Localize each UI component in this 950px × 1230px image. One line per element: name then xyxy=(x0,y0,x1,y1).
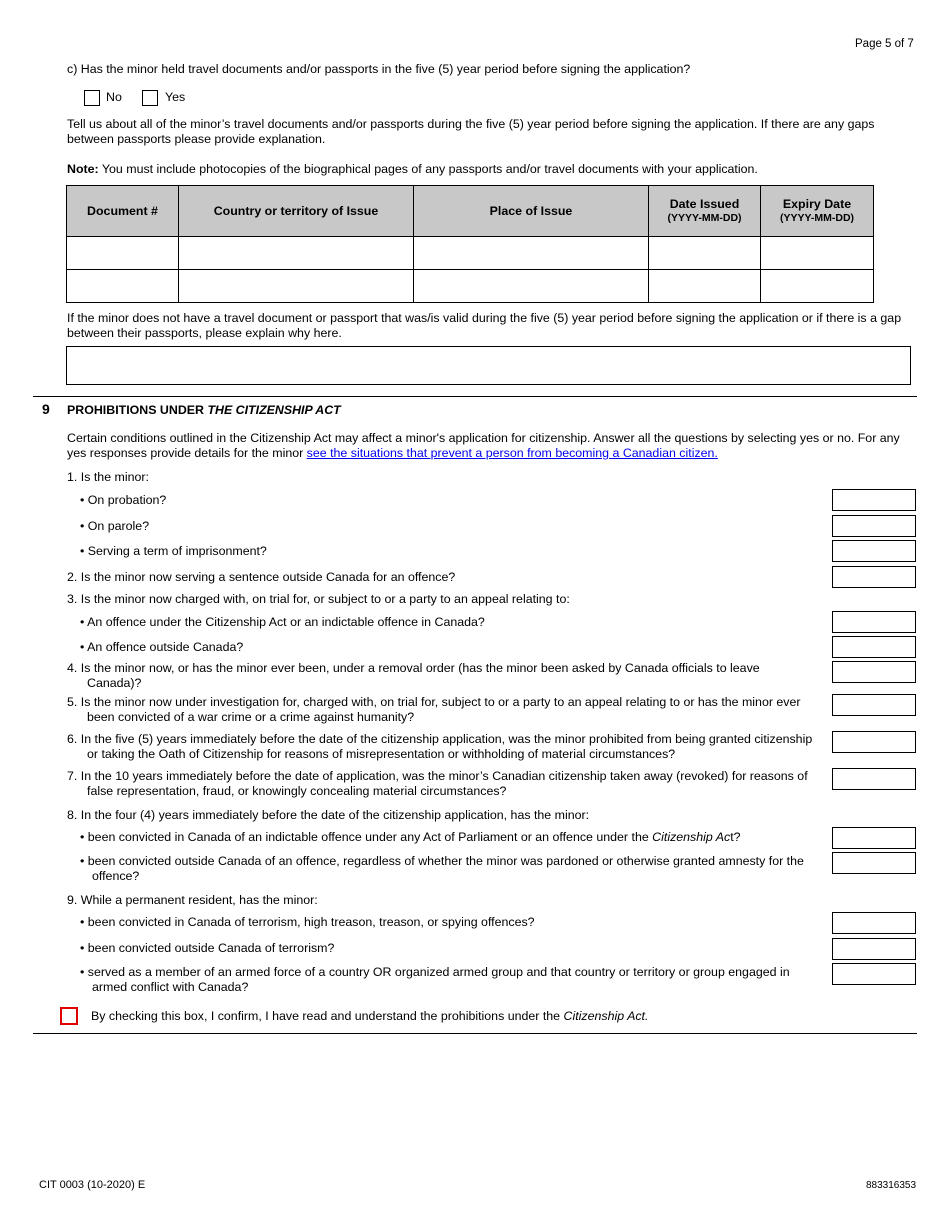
answer-1b-field[interactable] xyxy=(832,515,916,537)
prohibitions-link[interactable]: see the situations that prevent a person from becoming a Canadian citizen. xyxy=(306,446,718,460)
table-row xyxy=(67,237,874,270)
place-of-issue-cell[interactable] xyxy=(414,237,649,270)
question-1a: • On probation? xyxy=(80,493,167,507)
country-cell[interactable] xyxy=(179,237,414,270)
header-expiry-date: Expiry Date (YYYY-MM-DD) xyxy=(761,186,874,237)
expiry-date-cell[interactable] xyxy=(761,237,874,270)
question-8b: • been convicted outside Canada of an offence, regardless of whether the minor was pardoned or otherwise granted amnesty for the offence? xyxy=(80,854,804,883)
place-of-issue-cell[interactable] xyxy=(414,270,649,303)
no-checkbox[interactable] xyxy=(84,90,100,106)
question-3a: • An offence under the Citizenship Act or an indictable offence in Canada? xyxy=(80,615,485,629)
question-6: 6. In the five (5) years immediately before the date of the citizenship application, was the minor prohibited from being granted citizenship or taking the Oath of Citizenship for reasons of misrepresentation or withholding of material circumstances? xyxy=(67,732,813,761)
section-divider xyxy=(33,396,917,397)
travel-note xyxy=(67,162,917,177)
question-1c: • Serving a term of imprisonment? xyxy=(80,544,267,558)
question-8: 8. In the four (4) years immediately before the date of the citizenship application, has the minor: xyxy=(67,808,590,822)
country-cell[interactable] xyxy=(179,270,414,303)
travel-documents-table xyxy=(66,185,874,303)
answer-1a-field[interactable] xyxy=(832,489,916,511)
question-9b: • been convicted outside Canada of terrorism? xyxy=(80,941,335,955)
section-end-divider xyxy=(33,1033,917,1034)
table-row xyxy=(67,270,874,303)
date-issued-cell[interactable] xyxy=(649,270,761,303)
no-label: No xyxy=(106,90,122,104)
question-7: 7. In the 10 years immediately before the date of application, was the minor’s Canadian citizenship taken away (revoked) for reasons of false representation, fraud, or knowingly concealing material circumstances? xyxy=(67,769,808,798)
question-1: 1. Is the minor: xyxy=(67,470,149,484)
answer-9c-field[interactable] xyxy=(832,963,916,985)
header-document-number: Document # xyxy=(67,186,179,237)
answer-7-field[interactable] xyxy=(832,768,916,790)
yes-checkbox[interactable] xyxy=(142,90,158,106)
yes-label: Yes xyxy=(165,90,186,104)
answer-6-field[interactable] xyxy=(832,731,916,753)
page-number: Page 5 of 7 xyxy=(855,38,914,50)
answer-4-field[interactable] xyxy=(832,661,916,683)
confirm-label: By checking this box, I confirm, I have read and understand the prohibitions under the Citizenship Act. xyxy=(91,1009,649,1023)
section-intro: Certain conditions outlined in the Citizenship Act may affect a minor's application for citizenship. Answer all the questions by selecting yes or no. For any yes responses provide details for the minor see the situations that prevent a person from becoming a Canadian citizen. xyxy=(67,431,900,460)
answer-8b-field[interactable] xyxy=(832,852,916,874)
gap-instructions: If the minor does not have a travel document or passport that was/is valid during the five (5) year period before signing the application or if there is a gap between their passports, please explain why here. xyxy=(67,311,902,340)
question-4: 4. Is the minor now, or has the minor ever been, under a removal order (has the minor been asked by Canada officials to leave Canada)? xyxy=(67,661,760,690)
travel-instructions: Tell us about all of the minor’s travel documents and/or passports during the five (5) year period before signing the application. If there are any gaps between passports please provide explanation. xyxy=(67,117,875,146)
answer-3b-field[interactable] xyxy=(832,636,916,658)
header-date-issued: Date Issued (YYYY-MM-DD) xyxy=(649,186,761,237)
gap-explanation-field[interactable] xyxy=(66,346,911,385)
question-5: 5. Is the minor now under investigation for, charged with, on trial for, subject to or a party to an appeal relating to or has the minor ever been convicted of a war crime or a crime against humanity? xyxy=(67,695,801,724)
travel-question: c) Has the minor held travel documents and/or passports in the five (5) year period before signing the application? xyxy=(67,62,691,76)
answer-5-field[interactable] xyxy=(832,694,916,716)
document-number-cell[interactable] xyxy=(67,237,179,270)
answer-9a-field[interactable] xyxy=(832,912,916,934)
expiry-date-cell[interactable] xyxy=(761,270,874,303)
question-2: 2. Is the minor now serving a sentence outside Canada for an offence? xyxy=(67,570,456,584)
header-place-of-issue: Place of Issue xyxy=(414,186,649,237)
question-9a: • been convicted in Canada of terrorism, high treason, treason, or spying offences? xyxy=(80,915,535,929)
question-8a: • been convicted in Canada of an indictable offence under any Act of Parliament or an offence under the Citizenship Act? xyxy=(80,830,741,844)
form-code: CIT 0003 (10-2020) E xyxy=(39,1179,146,1191)
answer-3a-field[interactable] xyxy=(832,611,916,633)
date-issued-cell[interactable] xyxy=(649,237,761,270)
confirm-checkbox[interactable] xyxy=(60,1007,78,1025)
question-1b: • On parole? xyxy=(80,519,150,533)
section-number: 9 xyxy=(42,401,50,417)
table-header-row xyxy=(67,186,874,237)
question-9c: • served as a member of an armed force of a country OR organized armed group and that country or territory or group engaged in armed conflict with Canada? xyxy=(80,965,790,994)
answer-9b-field[interactable] xyxy=(832,938,916,960)
header-country: Country or territory of Issue xyxy=(179,186,414,237)
answer-2-field[interactable] xyxy=(832,566,916,588)
question-3: 3. Is the minor now charged with, on trial for, or subject to or a party to an appeal relating to: xyxy=(67,592,570,606)
barcode-number: 883316353 xyxy=(866,1180,917,1191)
note-text: You must include photocopies of the biographical pages of any passports and/or travel documents with your application. xyxy=(98,162,758,176)
note-label: Note: xyxy=(67,162,99,176)
answer-8a-field[interactable] xyxy=(832,827,916,849)
answer-1c-field[interactable] xyxy=(832,540,916,562)
section-title: PROHIBITIONS UNDER THE CITIZENSHIP ACT xyxy=(67,403,341,417)
question-3b: • An offence outside Canada? xyxy=(80,640,244,654)
question-9: 9. While a permanent resident, has the minor: xyxy=(67,893,318,907)
document-number-cell[interactable] xyxy=(67,270,179,303)
